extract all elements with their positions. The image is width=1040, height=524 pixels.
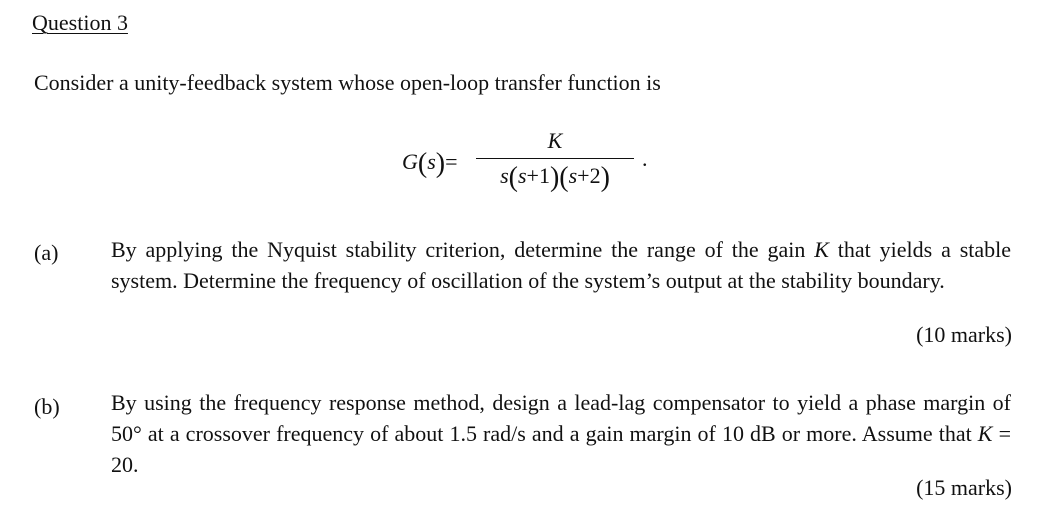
part-a-gain-symbol: K (814, 237, 829, 262)
part-a-text: By applying the Nyquist stability criterion, determine the range of the gain K that yields a stable system. Determine the frequency of oscillation of the system’s output at the stability boundary. (111, 237, 1012, 293)
equation-lhs: G(s)= (402, 148, 458, 179)
equation-denominator: s(s+1)(s+2) (500, 162, 610, 193)
equation-equals: = (445, 149, 458, 174)
part-b-marks: (15 marks) (916, 475, 1012, 500)
equation-terminator: . (642, 146, 648, 171)
part-a-marks: (10 marks) (916, 322, 1012, 347)
equation-variable: s (427, 149, 436, 174)
part-b-text: By using the frequency response method, design a lead-lag compensator to yield a phase margin of 50° at a crossover frequency of about 1.5 rad/s and a gain margin of 10 dB or more. Assume that K = 20. (111, 390, 1011, 477)
question-intro: Consider a unity-feedback system whose open-loop transfer function is (34, 70, 661, 95)
part-b-gain-symbol: K (977, 421, 993, 446)
part-a-label: (a) (34, 240, 59, 265)
fraction-bar (476, 158, 634, 159)
equation-numerator: K (547, 128, 563, 153)
question-heading: Question 3 (32, 10, 128, 35)
equation-fraction (476, 128, 634, 193)
transfer-function-equation (402, 128, 662, 200)
equation-function-symbol: G (402, 149, 418, 174)
part-b-label: (b) (34, 394, 60, 419)
